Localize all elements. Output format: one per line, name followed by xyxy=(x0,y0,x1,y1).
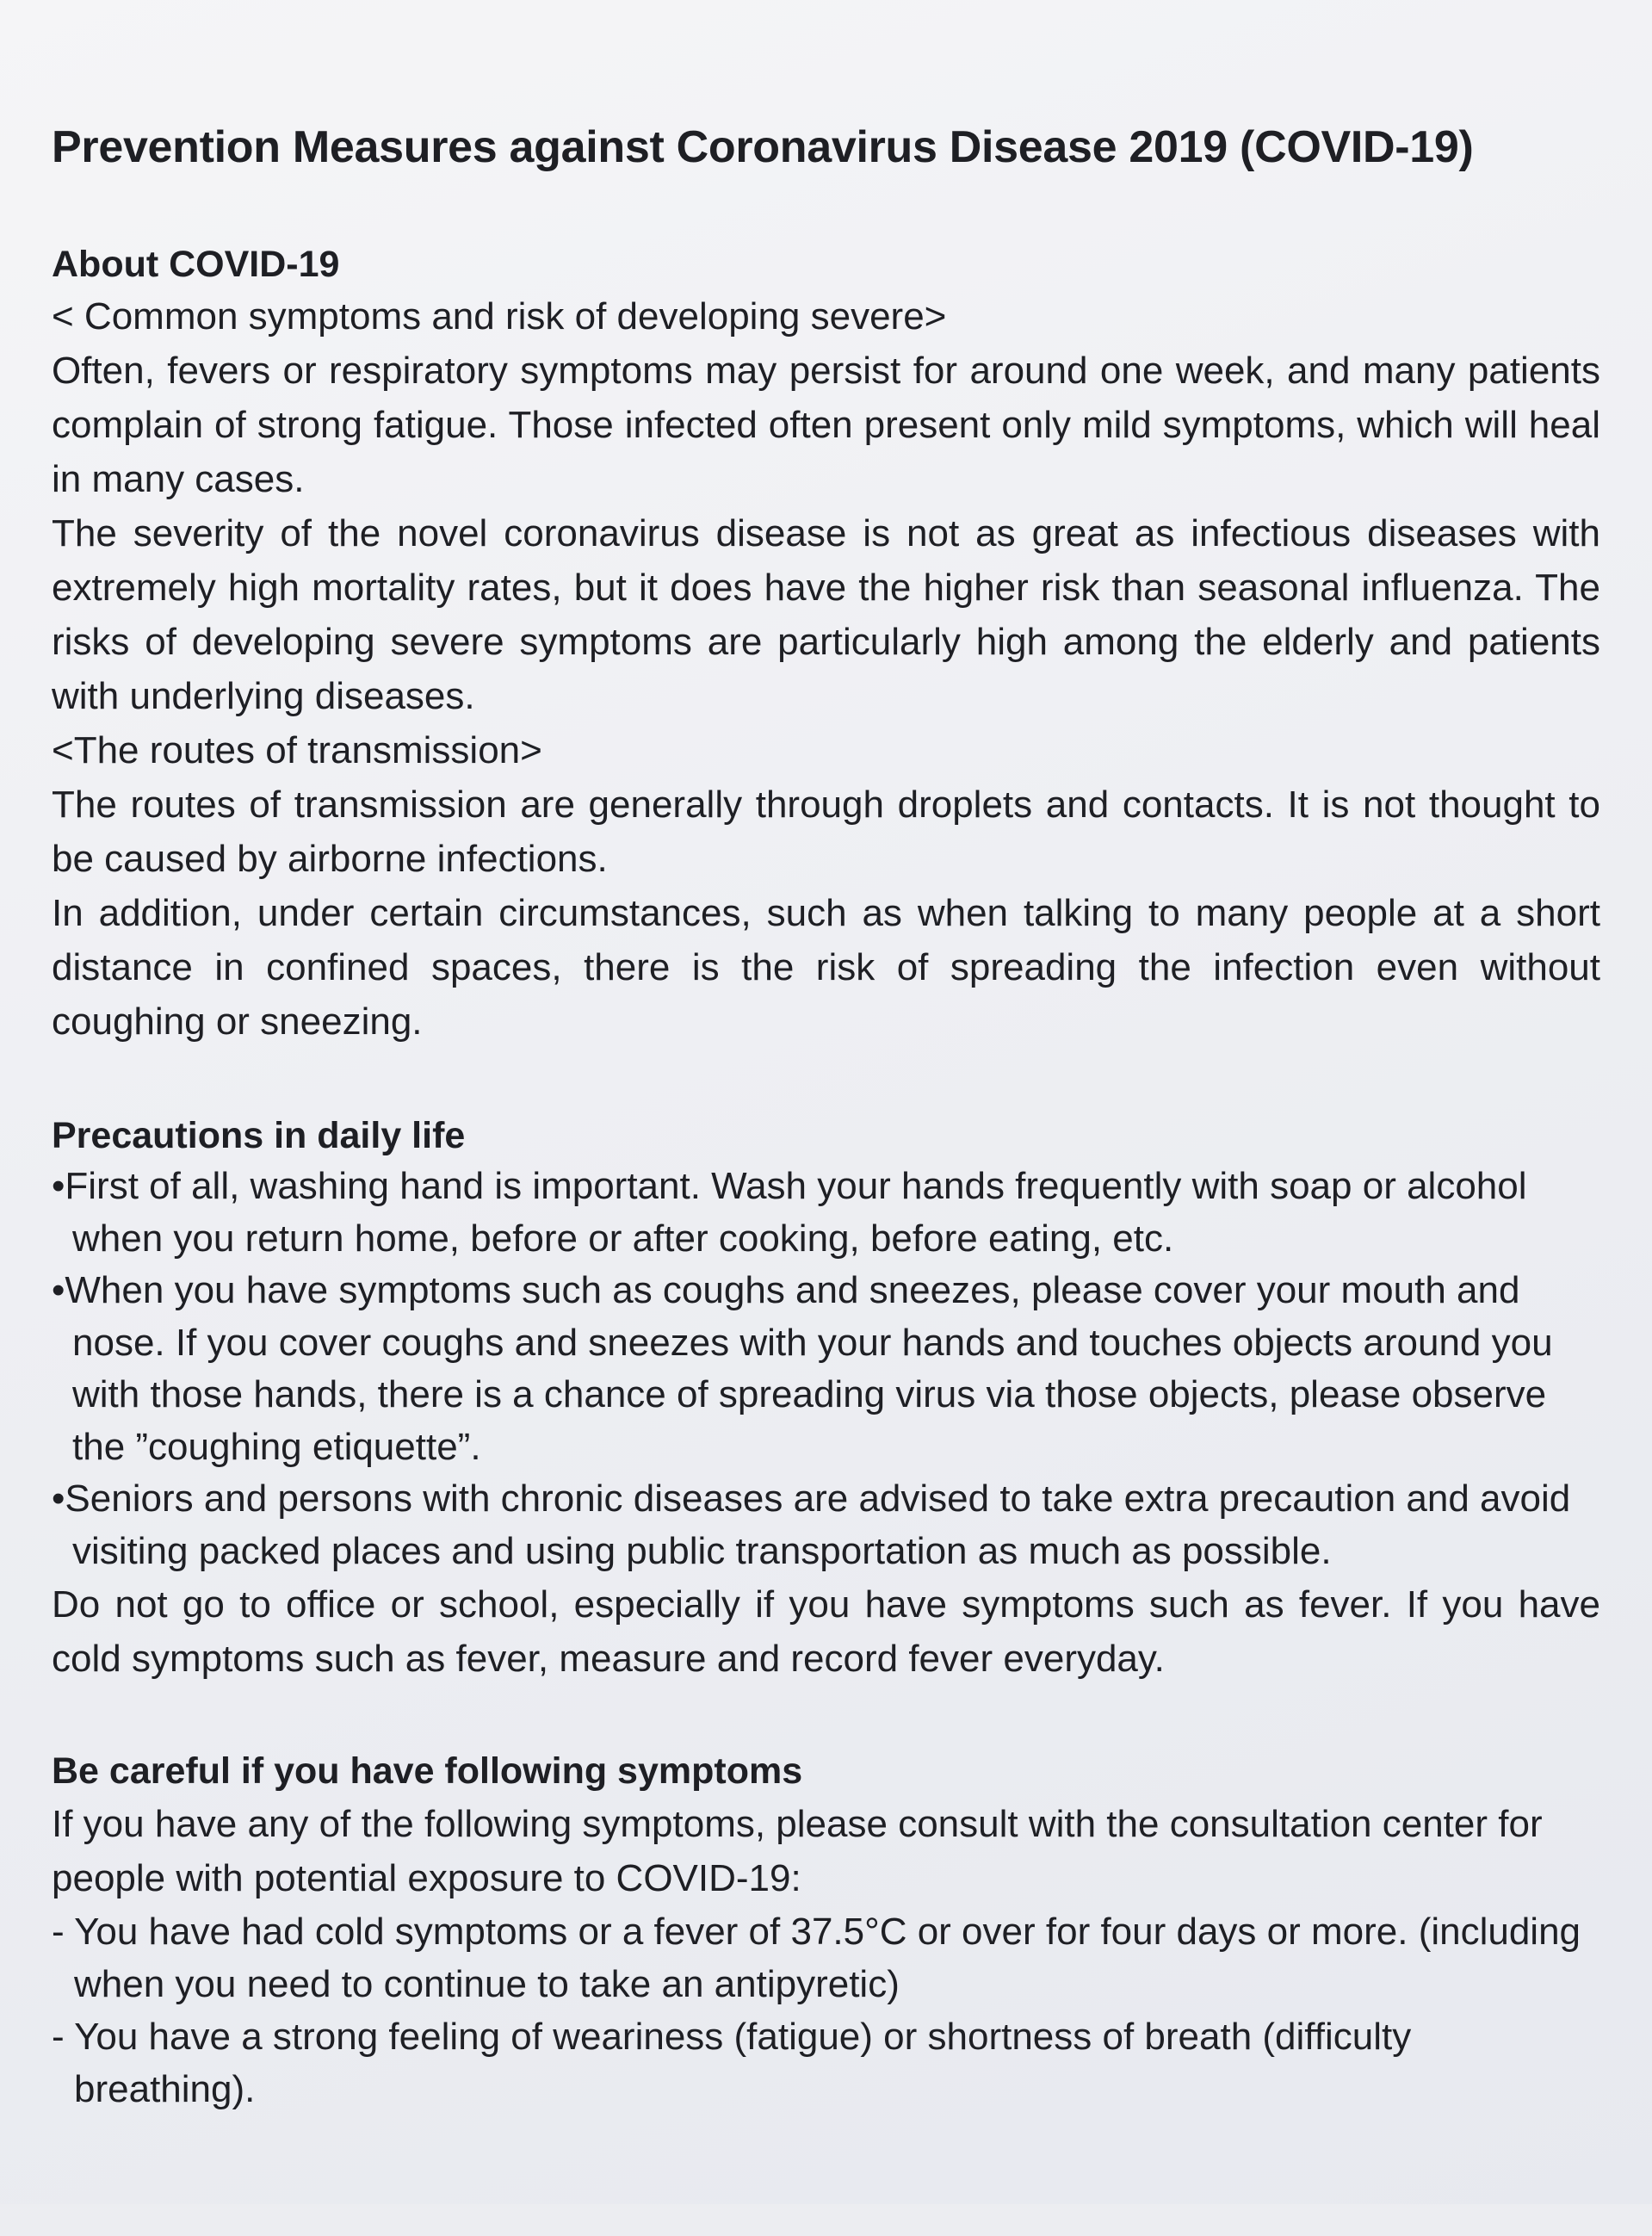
about-heading: About COVID-19 xyxy=(52,244,340,286)
precaution-bullet-seniors: •Seniors and persons with chronic diseases are advised to take extra precaution and avoid visiting packed places and using public transportation as much as possible. xyxy=(52,1477,1571,1572)
symptoms-section xyxy=(52,1746,1600,2115)
symptoms-heading: Be careful if you have following symptoms xyxy=(52,1750,803,1793)
symptom-item-fever: - You have had cold symptoms or a fever of 37.5°C or over for four days or more. (including when you need to continue to take an antipyretic) xyxy=(52,1910,1581,2005)
section-spacer xyxy=(52,1686,1600,1746)
symptom-item-weariness: - You have a strong feeling of weariness (fatigue) or shortness of breath (difficulty breathing). xyxy=(52,2015,1412,2110)
transmission-subheading: <The routes of transmission> xyxy=(52,729,542,772)
section-spacer xyxy=(52,1049,1600,1111)
symptoms-subheading: < Common symptoms and risk of developing severe> xyxy=(52,295,947,338)
precautions-heading: Precautions in daily life xyxy=(52,1115,466,1157)
page-bottom-margin xyxy=(52,2115,1600,2236)
severity-paragraph: The severity of the novel coronavirus disease is not as great as infectious diseases with extremely high mortality rates, but it does have the higher risk than seasonal influenza. The risks of developing severe symptoms are particularly high among the elderly and patients with underlying diseases. xyxy=(52,512,1600,718)
transmission-paragraph: The routes of transmission are generally through droplets and contacts. It is not thought to be caused by airborne infections. xyxy=(52,784,1600,881)
precautions-section xyxy=(52,1111,1600,1686)
symptoms-intro-paragraph: If you have any of the following symptoms, please consult with the consultation center for people with potential exposure to COVID-19: xyxy=(52,1802,1543,1899)
precaution-bullet-coughing: •When you have symptoms such as coughs and sneezes, please cover your mouth and nose. If you cover coughs and sneezes with your hands and touches objects around you with those hands, there is a chance of spreading virus via those objects, please observe the ”coughing etiquette”. xyxy=(52,1269,1553,1468)
transmission-risk-paragraph: In addition, under certain circumstances, such as when talking to many people at a short distance in confined spaces, there is the risk of spreading the infection even without coughing or sneezing. xyxy=(52,892,1600,1044)
precautions-closing-paragraph: Do not go to office or school, especially if you have symptoms such as fever. If you have cold symptoms such as fever, measure and record fever everyday. xyxy=(52,1583,1600,1681)
document-title: Prevention Measures against Coronavirus Disease 2019 (COVID-19) xyxy=(52,122,1474,172)
precaution-bullet-handwashing: •First of all, washing hand is important. Wash your hands frequently with soap or alcohol when you return home, before or after cooking, before eating, etc. xyxy=(52,1165,1527,1260)
symptoms-paragraph: Often, fevers or respiratory symptoms may persist for around one week, and many patients complain of strong fatigue. Those infected often present only mild symptoms, which will heal in many cases. xyxy=(52,350,1600,501)
about-section xyxy=(52,239,1600,1049)
